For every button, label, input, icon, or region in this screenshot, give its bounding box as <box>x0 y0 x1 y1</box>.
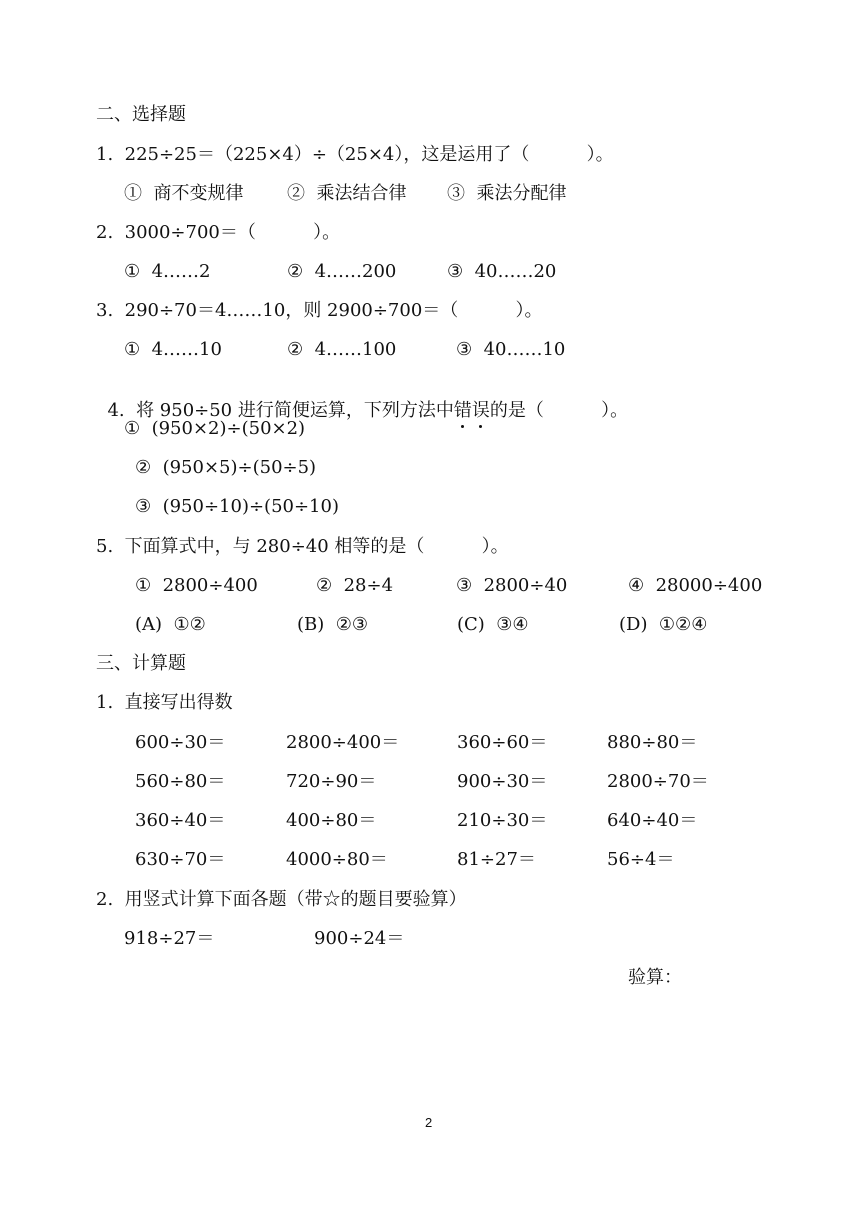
emphasis-character: 误 <box>471 400 490 421</box>
question-4-option-3: ③ (950÷10)÷(50÷10) <box>135 496 339 517</box>
question-5-choice-a: (A) ①② <box>135 614 206 635</box>
question-4-option-1: ① (950×2)÷(50×2) <box>124 418 306 439</box>
mental-math-item: 400÷80＝ <box>286 810 377 831</box>
section-heading-calculation: 三、计算题 <box>96 653 186 674</box>
mental-math-item: 560÷80＝ <box>135 771 226 792</box>
problem-2-title: 2. 用竖式计算下面各题（带☆的题目要验算） <box>96 889 467 910</box>
question-5-choice-b: (B) ②③ <box>297 614 368 635</box>
emphasis-character: 错 <box>453 400 472 421</box>
question-5-option-4: ④ 28000÷400 <box>628 575 763 596</box>
question-2-option-2: ② 4……200 <box>287 261 397 282</box>
mental-math-item: 81÷27＝ <box>457 849 536 870</box>
mental-math-item: 880÷80＝ <box>607 732 698 753</box>
question-3-option-3: ③ 40……10 <box>456 339 566 360</box>
mental-math-item: 360÷40＝ <box>135 810 226 831</box>
mental-math-item: 2800÷400＝ <box>286 732 400 753</box>
question-4-stem <box>96 378 628 422</box>
mental-math-item: 4000÷80＝ <box>286 849 388 870</box>
question-1-option-1: ① 商不变规律 <box>124 183 244 204</box>
question-3-option-2: ② 4……100 <box>287 339 397 360</box>
question-4-stem-start: 4. 将 950÷50 进行简便运算，下列方法中 <box>107 400 454 421</box>
mental-math-item: 720÷90＝ <box>286 771 377 792</box>
question-4-stem-end: 的是（ ）。 <box>489 400 629 421</box>
section-heading-choice: 二、选择题 <box>96 104 186 125</box>
question-1-option-3: ③ 乘法分配律 <box>447 183 567 204</box>
question-5-stem: 5. 下面算式中，与 280÷40 相等的是（ ）。 <box>96 536 509 557</box>
question-1-stem: 1. 225÷25＝（225×4）÷（25×4），这是运用了（ ）。 <box>96 144 614 165</box>
question-5-option-2: ② 28÷4 <box>316 575 394 596</box>
mental-math-item: 2800÷70＝ <box>607 771 709 792</box>
question-5-option-1: ① 2800÷400 <box>135 575 258 596</box>
mental-math-item: 210÷30＝ <box>457 810 548 831</box>
mental-math-item: 630÷70＝ <box>135 849 226 870</box>
question-5-choice-c: (C) ③④ <box>457 614 529 635</box>
mental-math-item: 360÷60＝ <box>457 732 548 753</box>
question-3-stem: 3. 290÷70＝4……10，则 2900÷700＝（ ）。 <box>96 300 543 321</box>
vertical-division-item: 918÷27＝ <box>124 928 215 949</box>
question-1-option-2: ② 乘法结合律 <box>287 183 407 204</box>
question-2-option-1: ① 4……2 <box>124 261 211 282</box>
mental-math-item: 900÷30＝ <box>457 771 548 792</box>
question-2-stem: 2. 3000÷700＝（ ）。 <box>96 222 341 243</box>
question-5-choice-d: (D) ①②④ <box>619 614 708 635</box>
check-label: 验算： <box>628 967 682 988</box>
mental-math-item: 640÷40＝ <box>607 810 698 831</box>
question-3-option-1: ① 4……10 <box>124 339 222 360</box>
question-4-option-2: ② (950×5)÷(50÷5) <box>135 457 317 478</box>
page-number: 2 <box>425 1115 433 1130</box>
problem-1-title: 1. 直接写出得数 <box>96 692 233 713</box>
mental-math-item: 56÷4＝ <box>607 849 675 870</box>
mental-math-item: 600÷30＝ <box>135 732 226 753</box>
question-5-option-3: ③ 2800÷40 <box>456 575 568 596</box>
vertical-division-item: 900÷24＝ <box>314 928 405 949</box>
question-2-option-3: ③ 40……20 <box>447 261 557 282</box>
